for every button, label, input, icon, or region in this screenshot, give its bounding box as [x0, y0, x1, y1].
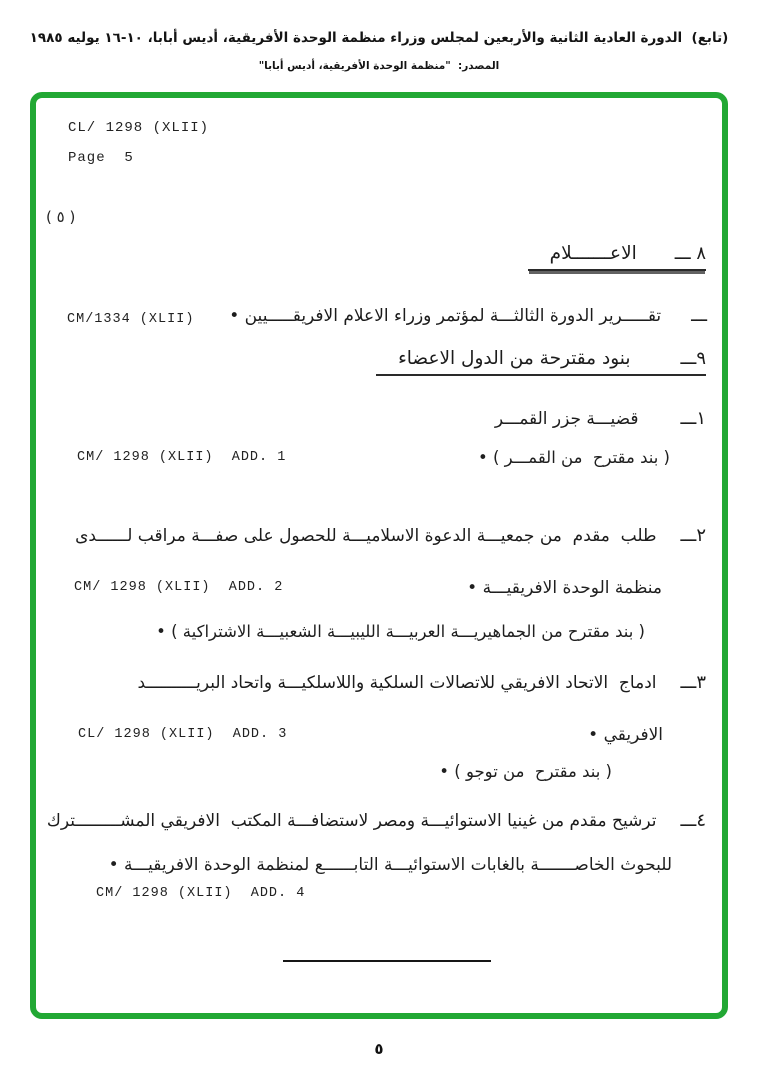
item-4-text-line2: للبحوث الخاصـــــــة بالغابات الاستوائيـــة التابــــــع لمنظمة الوحدة الافريقيـــة •	[108, 855, 672, 875]
item-3-reference: CL/ 1298 (XLII) ADD. 3	[78, 727, 288, 742]
page-label: Page 5	[68, 150, 134, 166]
item-2-number: ٢ـــ	[680, 525, 706, 546]
agenda-item-3	[137, 672, 706, 693]
item-1-note: ( بند مقترح من القمـــر ) •	[478, 448, 670, 467]
item-4-reference: CM/ 1298 (XLII) ADD. 4	[96, 886, 306, 901]
item-2-note: ( بند مقترح من الجماهيريـــة العربيـــة الليبيـــة الشعبيـــة الاشتراكية ) •	[156, 622, 645, 641]
agenda-item-2	[75, 525, 706, 546]
section-9-heading	[376, 348, 706, 376]
item-4-text-line1: ترشيح مقدم من غينيا الاستوائيـــة ومصر لاستضافـــة المكتب الافريقي المشـــــــــترك	[46, 811, 657, 831]
item-3-note: ( بند مقترح من توجو ) •	[439, 762, 612, 781]
report-reference: CM/1334 (XLII)	[67, 312, 195, 327]
section-9-title: بنود مقترحة من الدول الاعضاء	[398, 348, 631, 369]
session-title: (تابع) الدورة العادية الثانية والأربعين لمجلس وزراء منظمة الوحدة الأفريقية، أديس أبابا، ١٠-١٦ يوليه ١٩٨٥	[29, 30, 729, 46]
page-number-footer: ٥	[374, 1040, 384, 1058]
agenda-item-1	[495, 408, 706, 429]
item-4-number: ٤ـــ	[680, 810, 706, 831]
item-2-text-line1: طلب مقدم من جمعيـــة الدعوة الاسلاميـــة للحصول على صفـــة مراقب لــــــدى	[75, 526, 657, 546]
section-9-number: ٩ـــ	[680, 348, 706, 369]
item-2-text-line2: منظمة الوحدة الافريقيـــة •	[467, 578, 662, 598]
report-dash: ـــ	[691, 305, 707, 326]
item-3-text-line2: الافريقي •	[588, 725, 663, 745]
green-highlight-frame	[30, 92, 728, 1019]
item-2-reference: CM/ 1298 (XLII) ADD. 2	[74, 580, 284, 595]
agenda-item-4	[47, 810, 706, 831]
section-8-title: الاعـــــــلام	[549, 243, 637, 264]
item-3-text-line1: ادماج الاتحاد الافريقي للاتصالات السلكية واللاسلكيـــة واتحاد البريــــــــــد	[137, 673, 657, 693]
item-1-number: ١ـــ	[680, 408, 706, 429]
arabic-page-marker: ( ٥ )	[46, 208, 76, 226]
item-3-number: ٣ـــ	[680, 672, 706, 693]
section-8-heading	[528, 243, 706, 271]
item-1-reference: CM/ 1298 (XLII) ADD. 1	[77, 450, 287, 465]
section-8-report-line	[229, 305, 707, 326]
document-reference: CL/ 1298 (XLII)	[68, 120, 210, 136]
item-1-text: قضيـــة جزر القمـــر	[494, 409, 639, 429]
report-text: تقـــــرير الدورة الثالثـــة لمؤتمر وزراء الاعلام الافريقـــــيين •	[229, 306, 662, 326]
source-caption: المصدر: "منظمة الوحدة الأفريقية، أديس أبابا"	[258, 60, 500, 72]
section-8-number: ٨ ـــ	[674, 243, 706, 264]
closing-rule	[283, 960, 491, 962]
